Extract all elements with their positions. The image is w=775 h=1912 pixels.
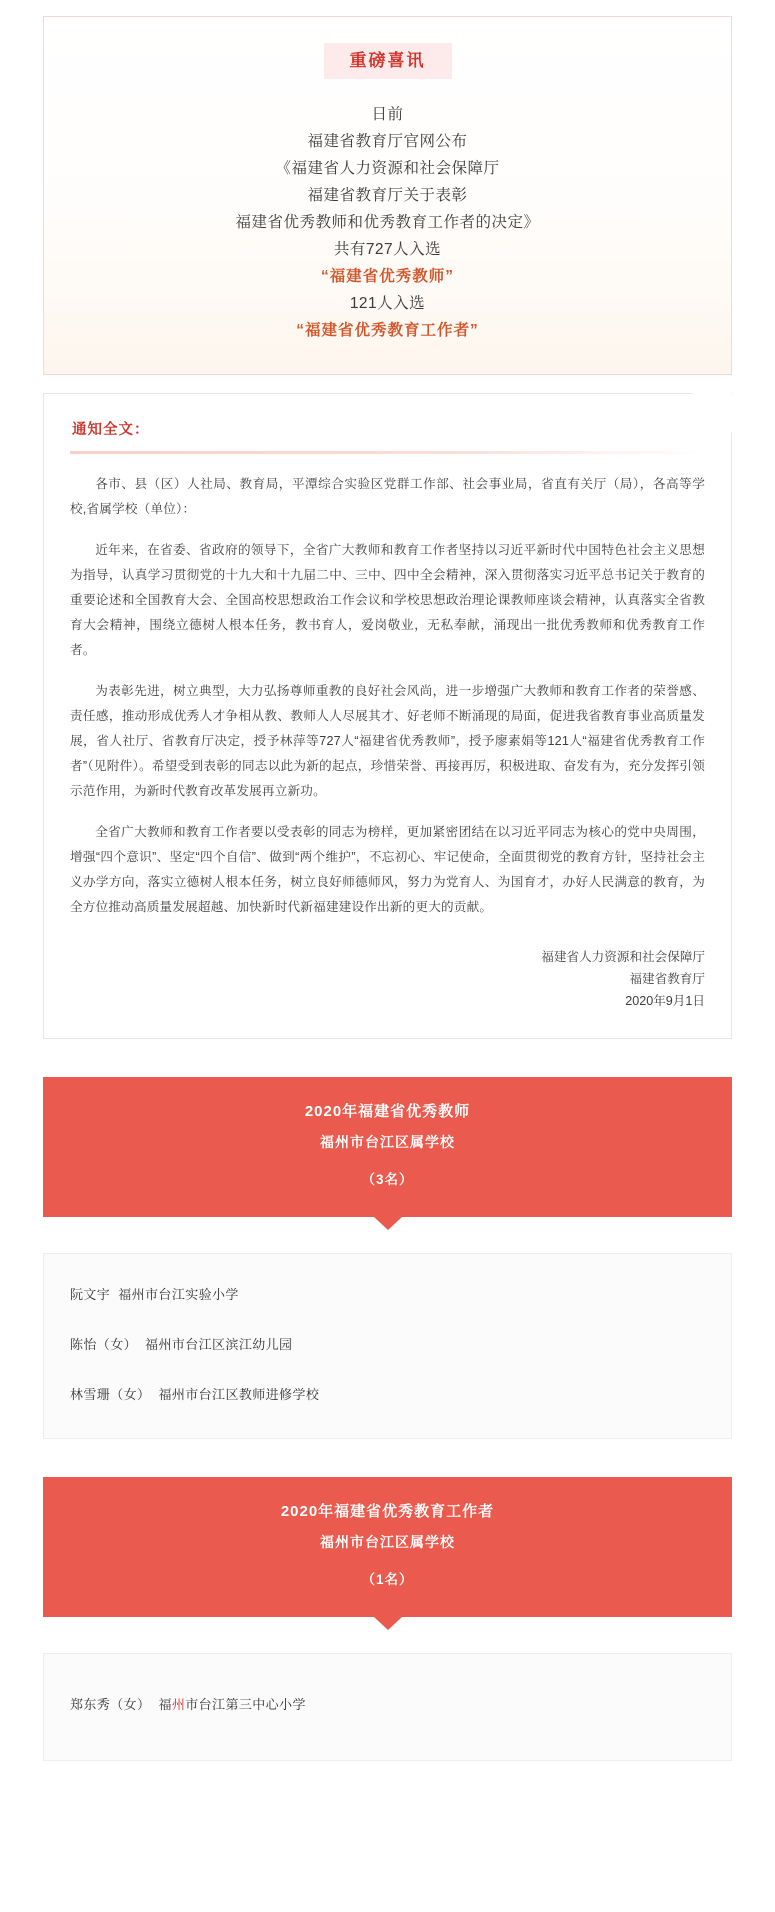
document-paragraph: 各市、县（区）人社局、教育局，平潭综合实验区党群工作部、社会事业局，省直有关厅（局），各高等学校,省属学校（单位）： bbox=[70, 477, 705, 516]
person-school: 福州市台江区滨江幼儿园 bbox=[145, 1337, 293, 1352]
list-item bbox=[70, 1694, 705, 1716]
document-title: 通知全文： bbox=[72, 422, 150, 438]
hero-badge-row bbox=[64, 43, 711, 79]
person-name: 阮文宇 bbox=[70, 1287, 111, 1302]
section-banner-teachers bbox=[43, 1077, 732, 1217]
document-paragraph: 为表彰先进，树立典型，大力弘扬尊师重教的良好社会风尚，进一步增强广大教师和教育工作者的荣誉感、责任感，推动形成优秀人才争相从教、教师人人尽展其才、好老师不断涌现的局面，促进我省教育事业高质量发展，省人社厅、省教育厅决定，授予林萍等727人“福建省优秀教师”，授予廖素娟等121人“福建省优秀教育工作者”（见附件）。希望受到表彰的同志以此为新的起点，珍惜荣誉、再接再厉，积极进取、奋发有为，充分发挥引领示范作用，为新时代教育改革发展再立新功。 bbox=[70, 684, 705, 798]
hero-line-accent: “福建省优秀教育工作者” bbox=[296, 322, 479, 339]
person-school: 福州市台江区教师进修学校 bbox=[158, 1387, 320, 1402]
section-banner-wrap bbox=[0, 1477, 775, 1617]
hero-box bbox=[43, 16, 732, 375]
hero-line: 日前 bbox=[371, 106, 404, 123]
person-school-post: 市台江第三中心小学 bbox=[185, 1697, 306, 1712]
page-fold-icon bbox=[692, 393, 732, 433]
signature-line: 福建省人力资源和社会保障厅 bbox=[541, 950, 705, 964]
hero-line: 福建省教育厅官网公布 bbox=[307, 133, 468, 150]
person-name: 陈怡（女） bbox=[70, 1337, 138, 1352]
hero-line: 《福建省人力资源和社会保障厅 bbox=[275, 160, 500, 177]
hero-section bbox=[0, 0, 775, 385]
person-school: 福州市台江实验小学 bbox=[118, 1287, 239, 1302]
banner-count: （1名） bbox=[361, 1572, 414, 1587]
list-item bbox=[70, 1334, 705, 1356]
name-list-wrap bbox=[0, 1653, 775, 1761]
person-school-highlight: 州 bbox=[171, 1697, 186, 1712]
document-paragraph: 近年来，在省委、省政府的领导下，全省广大教师和教育工作者坚持以习近平新时代中国特色社会主义思想为指导，认真学习贯彻党的十九大和十九届二中、三中、四中全会精神，深入贯彻落实习近平总书记关于教育的重要论述和全国教育大会、全国高校思想政治工作会议和学校思想政治理论课教师座谈会精神，认真落实全省教育大会精神，围绕立德树人根本任务，教书育人，爱岗敬业，无私奉献，涌现出一批优秀教师和优秀教育工作者。 bbox=[70, 543, 705, 657]
banner-count: （3名） bbox=[361, 1172, 414, 1187]
person-name: 林雪珊（女） bbox=[70, 1387, 151, 1402]
title-divider bbox=[70, 451, 705, 454]
document-section bbox=[0, 385, 775, 1039]
person-name: 郑东秀（女） bbox=[70, 1697, 151, 1712]
hero-line: 福建省优秀教师和优秀教育工作者的决定》 bbox=[235, 214, 540, 231]
list-item bbox=[70, 1384, 705, 1406]
name-list-wrap bbox=[0, 1253, 775, 1439]
person-school-pre: 福 bbox=[158, 1697, 172, 1712]
section-banner-wrap bbox=[0, 1077, 775, 1217]
hero-line: 福建省教育厅关于表彰 bbox=[307, 187, 468, 204]
banner-line-1: 2020年福建省优秀教育工作者 bbox=[280, 1503, 495, 1520]
document-signature bbox=[70, 946, 705, 1012]
document-card bbox=[43, 393, 732, 1039]
document-paragraph: 全省广大教师和教育工作者要以受表彰的同志为榜样，更加紧密团结在以习近平同志为核心的党中央周围，增强“四个意识”、坚定“四个自信”、做到“两个维护”，不忘初心、牢记使命，全面贯彻党的教育方针，坚持社会主义办学方向，落实立德树人根本任务，树立良好师德师风，努力为党育人、为国育才，办好人民满意的教育，为全方位推动高质量发展超越、加快新时代新福建建设作出新的更大的贡献。 bbox=[70, 825, 705, 914]
section-banner-educators bbox=[43, 1477, 732, 1617]
hero-line: 共有727人入选 bbox=[333, 241, 442, 258]
signature-date: 2020年9月1日 bbox=[625, 994, 705, 1008]
name-list-educators bbox=[43, 1653, 732, 1761]
signature-line: 福建省教育厅 bbox=[629, 972, 705, 986]
banner-line-2: 福州市台江区属学校 bbox=[320, 1534, 455, 1550]
headline-badge: 重磅喜讯 bbox=[324, 43, 452, 79]
list-item bbox=[70, 1284, 705, 1306]
hero-line: 121人入选 bbox=[349, 295, 426, 312]
banner-line-1: 2020年福建省优秀教师 bbox=[304, 1103, 471, 1120]
hero-lines bbox=[64, 101, 711, 344]
banner-line-2: 福州市台江区属学校 bbox=[320, 1134, 455, 1150]
hero-line-accent: “福建省优秀教师” bbox=[320, 268, 454, 285]
name-list-teachers bbox=[43, 1253, 732, 1439]
